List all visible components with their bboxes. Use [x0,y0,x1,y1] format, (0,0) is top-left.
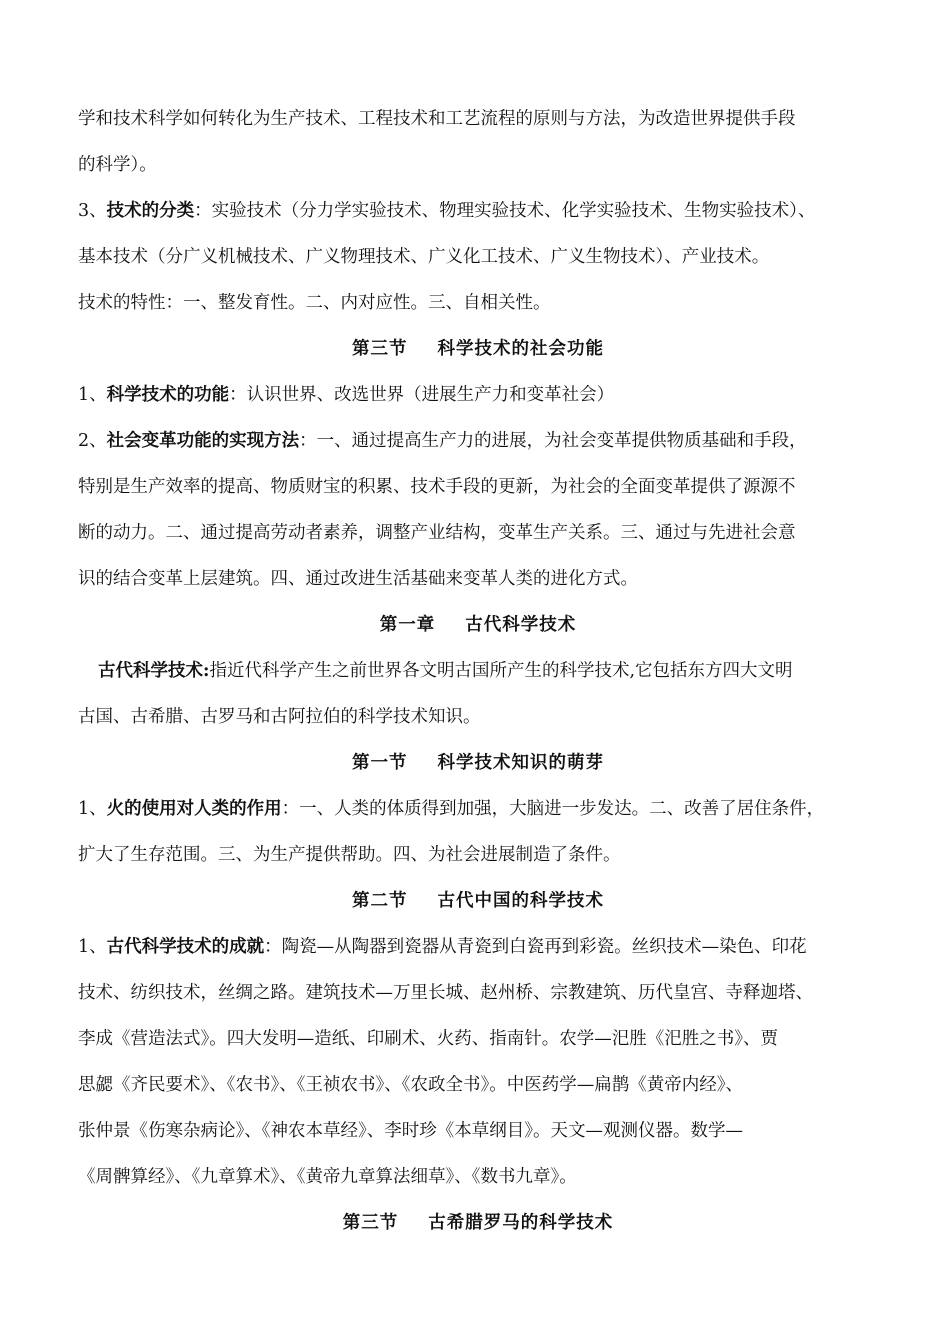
item-term: 技术的分类 [106,201,195,221]
item-text: ：认识世界、改选世界（进展生产力和变革社会） [229,385,615,405]
item-text: ：一、人类的体质得到加强，大脑进一步发达。二、改善了居住条件， [281,799,825,819]
list-item [78,372,878,418]
item-number: 3、 [78,201,107,221]
section-heading [78,740,878,786]
text-line: 断的动力。二、通过提高劳动者素养，调整产业结构，变革生产关系。三、通过与先进社会意 [78,523,796,543]
chapter-heading [78,602,878,648]
text-line: 技术的特性：一、整发育性。二、内对应性。三、自相关性。 [78,293,551,313]
text-line: 《周髀算经》、《九章算术》、《黄帝九章算法细草》、《数书九章》。 [78,1167,577,1187]
item-text: ：一、通过提高生产力的进展，为社会变革提供物质基础和手段， [299,431,807,451]
item-number: 1、 [78,385,107,405]
text-line: 特别是生产效率的提高、物质财宝的积累、技术手段的更新，为社会的全面变革提供了源源不 [78,477,796,497]
section-number: 第三节 [352,339,408,359]
item-term: 火的使用对人类的作用 [106,799,282,819]
item-number: 2、 [78,431,107,451]
text-line: 基本技术（分广义机械技术、广义物理技术、广义化工技术、广义生物技术）、产业技术。 [78,247,770,267]
item-term: 科学技术的功能 [106,385,230,405]
item-text: ：实验技术（分力学实验技术、物理实验技术、化学实验技术、生物实验技术）、 [194,201,816,221]
item-number: 1、 [78,799,107,819]
definition-line [78,648,878,694]
section-title: 古代中国的科学技术 [437,891,604,911]
section-number: 第一节 [352,753,408,773]
text-line: 技术、纺织技术，丝绸之路。建筑技术—万里长城、赵州桥、宗教建筑、历代皇宫、寺释迦塔、 [78,983,813,1003]
text-line: 古国、古希腊、古罗马和古阿拉伯的科学技术知识。 [78,707,481,727]
text-line: 扩大了生存范围。三、为生产提供帮助。四、为社会进展制造了条件。 [78,845,621,865]
text-line: 李成《营造法式》。四大发明—造纸、印刷术、火药、指南针。农学—汜胜《汜胜之书》、贾 [78,1029,778,1049]
list-item [78,924,878,970]
text-line: 识的结合变革上层建筑。四、通过改进生活基础来变革人类的进化方式。 [78,569,638,589]
text-line: 学和技术科学如何转化为生产技术、工程技术和工艺流程的原则与方法，为改造世界提供手段 [78,109,796,129]
section-title: 古希腊罗马的科学技术 [428,1213,614,1233]
list-item [78,188,878,234]
item-text: ：陶瓷—从陶器到瓷器从青瓷到白瓷再到彩瓷。丝织技术—染色、印花 [264,937,807,957]
definition-term: 古代科学技术: [98,661,210,681]
text-line: 的科学）。 [78,155,157,175]
section-number: 第二节 [352,891,408,911]
list-item [78,786,878,832]
item-term: 古代科学技术的成就 [106,937,265,957]
definition-text: 指近代科学产生之前世界各文明古国所产生的科学技术,它包括东方四大文明 [209,661,793,681]
chapter-number: 第一章 [379,615,436,635]
list-item [78,418,878,464]
document-page [78,96,878,1246]
section-heading [78,1200,878,1246]
section-number: 第三节 [342,1213,399,1233]
text-line: 张仲景《伤寒杂病论》、《神农本草经》、李时珍《本草纲目》。天文—观测仪器。数学— [78,1121,743,1141]
section-title: 科学技术知识的萌芽 [437,753,604,773]
chapter-title: 古代科学技术 [465,615,577,635]
item-term: 社会变革功能的实现方法 [106,431,300,451]
item-number: 1、 [78,937,107,957]
section-title: 科学技术的社会功能 [437,339,604,359]
section-heading [78,326,878,372]
section-heading [78,878,878,924]
text-line: 思勰《齐民要术》、《农书》、《王祯农书》、《农政全书》。中医药学—扁鹊《黄帝内经》、 [78,1075,743,1095]
